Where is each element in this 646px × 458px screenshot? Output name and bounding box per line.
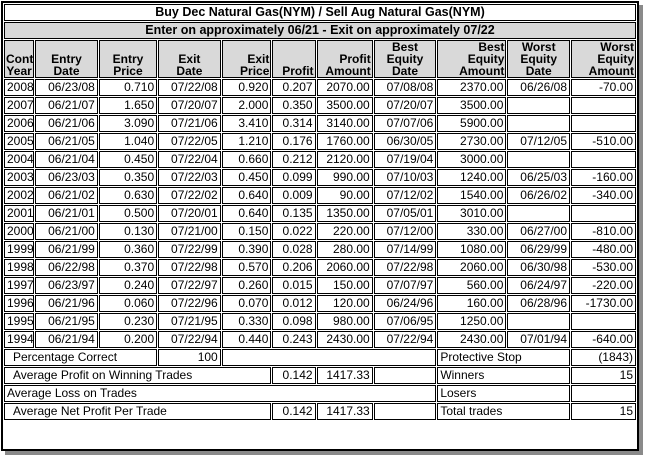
cell-profit: 0.243 (272, 331, 315, 348)
cell-entry-date: 06/21/01 (35, 205, 98, 222)
cell-cont-year: 2004 (4, 151, 34, 168)
header-line: Entry (112, 52, 144, 66)
cell-exit-date: 07/22/05 (158, 133, 221, 150)
cell-cont-year: 1997 (4, 277, 34, 294)
cell-exit-price: 0.390 (222, 241, 272, 258)
cell-best-equity-date: 07/22/94 (374, 331, 437, 348)
cell-exit-date: 07/21/95 (158, 313, 221, 330)
cell-profit-amount: 980.00 (317, 313, 373, 330)
cell-best-equity-amount: 1080.00 (437, 241, 506, 258)
cell-worst-equity-amount (571, 313, 636, 330)
cell-profit: 0.015 (272, 277, 315, 294)
table-row (4, 331, 636, 348)
summary-row (4, 385, 636, 402)
header-line: Profit (339, 52, 371, 66)
header-line: Equity (597, 52, 634, 66)
cell-exit-price: 0.450 (222, 169, 272, 186)
summary-row (4, 403, 636, 420)
cell-worst-equity-amount: -160.00 (571, 169, 636, 186)
cell-entry-price: 0.710 (99, 79, 157, 96)
cell-cont-year: 1999 (4, 241, 34, 258)
cell-entry-price: 0.060 (99, 295, 157, 312)
cell-entry-price: 0.360 (99, 241, 157, 258)
cell-entry-price: 0.630 (99, 187, 157, 204)
cell-worst-equity-amount (571, 205, 636, 222)
cell-cont-year: 1998 (4, 259, 34, 276)
cell-worst-equity-date (507, 97, 570, 114)
header-line: Cont (6, 52, 34, 66)
cell-exit-date: 07/22/04 (158, 151, 221, 168)
cell-profit-amount: 2430.00 (317, 331, 373, 348)
cell-exit-price: 0.260 (222, 277, 272, 294)
cell-worst-equity-date (507, 205, 570, 222)
winners-label: Winners (437, 367, 570, 384)
cell-entry-price: 0.240 (99, 277, 157, 294)
cell-worst-equity-date: 06/25/03 (507, 169, 570, 186)
table-row (4, 259, 636, 276)
header-line: Best (392, 40, 419, 54)
cell-worst-equity-amount: -340.00 (571, 187, 636, 204)
cell-entry-date: 06/22/98 (35, 259, 98, 276)
cell-exit-date: 07/20/07 (158, 97, 221, 114)
cell-profit-amount: 3500.00 (317, 97, 373, 114)
cell-worst-equity-amount: -640.00 (571, 331, 636, 348)
cell-profit-amount: 150.00 (317, 277, 373, 294)
header-cont-year (4, 40, 34, 78)
cell-entry-date: 06/21/02 (35, 187, 98, 204)
cell-exit-date: 07/21/06 (158, 115, 221, 132)
cell-worst-equity-amount (571, 115, 636, 132)
cell-best-equity-date: 07/20/07 (374, 97, 437, 114)
cell-worst-equity-date: 06/26/08 (507, 79, 570, 96)
cell-entry-date: 06/21/99 (35, 241, 98, 258)
cell-best-equity-date: 07/08/08 (374, 79, 437, 96)
cell-entry-date: 06/21/05 (35, 133, 98, 150)
protective-stop-label: Protective Stop (437, 349, 570, 366)
cell-profit: 0.176 (272, 133, 315, 150)
avg-net-profit-profit: 0.142 (272, 403, 315, 420)
cell-profit: 0.212 (272, 151, 315, 168)
blank-cell (222, 349, 437, 366)
percentage-correct-value: 100 (158, 349, 221, 366)
cell-exit-price: 0.440 (222, 331, 272, 348)
cell-best-equity-amount: 2730.00 (437, 133, 506, 150)
header-line: Price (113, 64, 143, 78)
cell-exit-date: 07/22/02 (158, 187, 221, 204)
avg-profit-winning-label: Average Profit on Winning Trades (4, 367, 271, 384)
total-trades-label: Total trades (437, 403, 570, 420)
header-line: Entry (51, 52, 82, 66)
header-exit-price (222, 40, 272, 78)
cell-worst-equity-date: 06/30/98 (507, 259, 570, 276)
cell-profit-amount: 1760.00 (317, 133, 373, 150)
cell-worst-equity-amount: -810.00 (571, 223, 636, 240)
cell-entry-price: 3.090 (99, 115, 157, 132)
cell-profit: 0.135 (272, 205, 315, 222)
header-entry-price (99, 40, 157, 78)
cell-profit: 0.350 (272, 97, 315, 114)
seasonal-spread-report (1, 1, 639, 451)
cell-best-equity-amount: 560.00 (437, 277, 506, 294)
cell-exit-price: 0.640 (222, 205, 272, 222)
table-row (4, 295, 636, 312)
header-best-equity-amount (437, 40, 506, 78)
header-line: Price (240, 64, 270, 78)
blank-cell (374, 367, 437, 384)
table-row (4, 97, 636, 114)
avg-profit-winning-profit: 0.142 (272, 367, 315, 384)
avg-net-profit-label: Average Net Profit Per Trade (4, 403, 271, 420)
cell-worst-equity-date: 06/24/97 (507, 277, 570, 294)
cell-worst-equity-amount: -530.00 (571, 259, 636, 276)
cell-best-equity-amount: 2370.00 (437, 79, 506, 96)
cell-best-equity-amount: 1240.00 (437, 169, 506, 186)
cell-best-equity-date: 07/07/97 (374, 277, 437, 294)
cell-entry-date: 06/21/96 (35, 295, 98, 312)
cell-profit-amount: 120.00 (317, 295, 373, 312)
cell-cont-year: 2001 (4, 205, 34, 222)
cell-entry-price: 0.130 (99, 223, 157, 240)
cell-best-equity-amount: 3000.00 (437, 151, 506, 168)
header-line: Equity (386, 52, 424, 66)
cell-profit: 0.022 (272, 223, 315, 240)
cell-exit-date: 07/22/99 (158, 241, 221, 258)
cell-exit-price: 0.570 (222, 259, 272, 276)
cell-best-equity-date: 07/14/99 (374, 241, 437, 258)
header-profit (272, 40, 315, 78)
cell-profit-amount: 90.00 (317, 187, 373, 204)
cell-best-equity-date: 07/12/02 (374, 187, 437, 204)
table-row (4, 205, 636, 222)
cell-worst-equity-amount: -510.00 (571, 133, 636, 150)
header-line: Amount (588, 64, 634, 78)
blank-cell (374, 403, 437, 420)
summary-row (4, 367, 636, 384)
cell-best-equity-date: 06/30/05 (374, 133, 437, 150)
cell-cont-year: 1996 (4, 295, 34, 312)
cell-best-equity-amount: 160.00 (437, 295, 506, 312)
column-header-row (4, 40, 636, 78)
report-title: Buy Dec Natural Gas(NYM) / Sell Aug Natural Gas(NYM) (4, 4, 636, 21)
cell-exit-date: 07/22/08 (158, 79, 221, 96)
cell-cont-year: 1994 (4, 331, 34, 348)
cell-best-equity-amount: 2430.00 (437, 331, 506, 348)
cell-profit-amount: 220.00 (317, 223, 373, 240)
cell-best-equity-date: 07/10/03 (374, 169, 437, 186)
header-line: Date (525, 64, 552, 78)
cell-entry-price: 1.650 (99, 97, 157, 114)
header-line: Amount (325, 64, 371, 78)
header-worst-equity-date (507, 40, 570, 78)
header-profit-amount (317, 40, 373, 78)
cell-best-equity-amount: 330.00 (437, 223, 506, 240)
cell-worst-equity-amount (571, 151, 636, 168)
cell-worst-equity-date: 06/26/02 (507, 187, 570, 204)
cell-entry-price: 0.370 (99, 259, 157, 276)
table-row (4, 151, 636, 168)
cell-entry-price: 0.450 (99, 151, 157, 168)
header-line: Date (176, 64, 203, 78)
cell-profit-amount: 1350.00 (317, 205, 373, 222)
cell-worst-equity-date (507, 151, 570, 168)
header-line: Worst (521, 40, 556, 54)
header-line: Worst (600, 40, 634, 54)
cell-best-equity-amount: 3010.00 (437, 205, 506, 222)
cell-exit-date: 07/22/03 (158, 169, 221, 186)
cell-exit-price: 0.150 (222, 223, 272, 240)
cell-worst-equity-date: 06/28/96 (507, 295, 570, 312)
cell-best-equity-date: 06/24/96 (374, 295, 437, 312)
header-line: Equity (520, 52, 558, 66)
cell-exit-price: 3.410 (222, 115, 272, 132)
table-row (4, 223, 636, 240)
avg-net-profit-amount: 1417.33 (317, 403, 373, 420)
cell-cont-year: 2006 (4, 115, 34, 132)
header-line: Year (6, 64, 32, 78)
cell-entry-date: 06/21/94 (35, 331, 98, 348)
avg-loss-label: Average Loss on Trades (4, 385, 436, 402)
cell-best-equity-amount: 1250.00 (437, 313, 506, 330)
table-row (4, 169, 636, 186)
cell-cont-year: 2000 (4, 223, 34, 240)
cell-profit-amount: 2060.00 (317, 259, 373, 276)
cell-entry-date: 06/23/97 (35, 277, 98, 294)
losers-label: Losers (437, 385, 570, 402)
cell-profit: 0.206 (272, 259, 315, 276)
header-line: Equity (467, 52, 505, 66)
cell-profit: 0.207 (272, 79, 315, 96)
cell-profit: 0.009 (272, 187, 315, 204)
header-line: Exit (178, 52, 201, 66)
cell-worst-equity-amount: -70.00 (571, 79, 636, 96)
header-line: Profit (282, 64, 314, 78)
cell-best-equity-date: 07/05/01 (374, 205, 437, 222)
cell-entry-price: 0.500 (99, 205, 157, 222)
cell-worst-equity-amount: -480.00 (571, 241, 636, 258)
cell-profit-amount: 2070.00 (317, 79, 373, 96)
protective-stop-value: (1843) (571, 349, 636, 366)
table-row (4, 187, 636, 204)
trade-history-table (3, 3, 637, 421)
header-best-equity-date (374, 40, 437, 78)
cell-entry-date: 06/21/95 (35, 313, 98, 330)
cell-exit-price: 2.000 (222, 97, 272, 114)
cell-best-equity-date: 07/12/00 (374, 223, 437, 240)
cell-entry-date: 06/21/06 (35, 115, 98, 132)
header-worst-equity-amount (571, 40, 636, 78)
cell-entry-date: 06/21/07 (35, 97, 98, 114)
cell-profit: 0.028 (272, 241, 315, 258)
cell-cont-year: 2008 (4, 79, 34, 96)
cell-entry-price: 1.040 (99, 133, 157, 150)
cell-exit-price: 0.660 (222, 151, 272, 168)
cell-cont-year: 2003 (4, 169, 34, 186)
cell-worst-equity-date: 06/27/00 (507, 223, 570, 240)
cell-best-equity-date: 07/22/98 (374, 259, 437, 276)
header-line: Exit (247, 52, 270, 66)
report-subtitle: Enter on approximately 06/21 - Exit on approximately 07/22 (4, 22, 636, 39)
cell-exit-price: 0.920 (222, 79, 272, 96)
cell-exit-price: 1.210 (222, 133, 272, 150)
cell-worst-equity-date (507, 313, 570, 330)
table-row (4, 133, 636, 150)
cell-exit-price: 0.640 (222, 187, 272, 204)
cell-cont-year: 2002 (4, 187, 34, 204)
cell-entry-date: 06/23/08 (35, 79, 98, 96)
cell-best-equity-amount: 3500.00 (437, 97, 506, 114)
cell-entry-date: 06/23/03 (35, 169, 98, 186)
cell-exit-date: 07/22/98 (158, 259, 221, 276)
cell-worst-equity-amount: -220.00 (571, 277, 636, 294)
cell-entry-price: 0.200 (99, 331, 157, 348)
header-line: Date (53, 64, 80, 78)
cell-profit-amount: 280.00 (317, 241, 373, 258)
winners-value: 15 (571, 367, 636, 384)
cell-exit-date: 07/20/01 (158, 205, 221, 222)
losers-value (571, 385, 636, 402)
table-row (4, 241, 636, 258)
avg-profit-winning-amount: 1417.33 (317, 367, 373, 384)
cell-exit-date: 07/22/97 (158, 277, 221, 294)
cell-exit-price: 0.330 (222, 313, 272, 330)
header-line: Amount (459, 64, 505, 78)
cell-cont-year: 1995 (4, 313, 34, 330)
percentage-correct-label: Percentage Correct (4, 349, 157, 366)
summary-row (4, 349, 636, 366)
cell-entry-price: 0.230 (99, 313, 157, 330)
cell-profit: 0.098 (272, 313, 315, 330)
cell-best-equity-amount: 2060.00 (437, 259, 506, 276)
total-trades-value: 15 (571, 403, 636, 420)
cell-entry-date: 06/21/00 (35, 223, 98, 240)
cell-exit-price: 0.070 (222, 295, 272, 312)
header-exit-date (158, 40, 221, 78)
cell-best-equity-amount: 5900.00 (437, 115, 506, 132)
cell-exit-date: 07/22/96 (158, 295, 221, 312)
cell-best-equity-amount: 1540.00 (437, 187, 506, 204)
cell-exit-date: 07/21/00 (158, 223, 221, 240)
cell-profit: 0.099 (272, 169, 315, 186)
table-row (4, 313, 636, 330)
cell-worst-equity-amount (571, 97, 636, 114)
cell-best-equity-date: 07/06/95 (374, 313, 437, 330)
table-row (4, 115, 636, 132)
table-row (4, 79, 636, 96)
subtitle-row (4, 22, 636, 39)
cell-worst-equity-amount: -1730.00 (571, 295, 636, 312)
cell-profit: 0.012 (272, 295, 315, 312)
cell-exit-date: 07/22/94 (158, 331, 221, 348)
cell-profit-amount: 3140.00 (317, 115, 373, 132)
cell-worst-equity-date: 06/29/99 (507, 241, 570, 258)
cell-cont-year: 2007 (4, 97, 34, 114)
header-line: Best (478, 40, 505, 54)
header-entry-date (35, 40, 98, 78)
cell-worst-equity-date (507, 115, 570, 132)
header-line: Date (392, 64, 419, 78)
title-row (4, 4, 636, 21)
cell-best-equity-date: 07/19/04 (374, 151, 437, 168)
cell-profit: 0.314 (272, 115, 315, 132)
table-row (4, 277, 636, 294)
cell-best-equity-date: 07/07/06 (374, 115, 437, 132)
cell-entry-date: 06/21/04 (35, 151, 98, 168)
cell-cont-year: 2005 (4, 133, 34, 150)
cell-entry-price: 0.350 (99, 169, 157, 186)
cell-worst-equity-date: 07/12/05 (507, 133, 570, 150)
cell-profit-amount: 990.00 (317, 169, 373, 186)
cell-profit-amount: 2120.00 (317, 151, 373, 168)
cell-worst-equity-date: 07/01/94 (507, 331, 570, 348)
